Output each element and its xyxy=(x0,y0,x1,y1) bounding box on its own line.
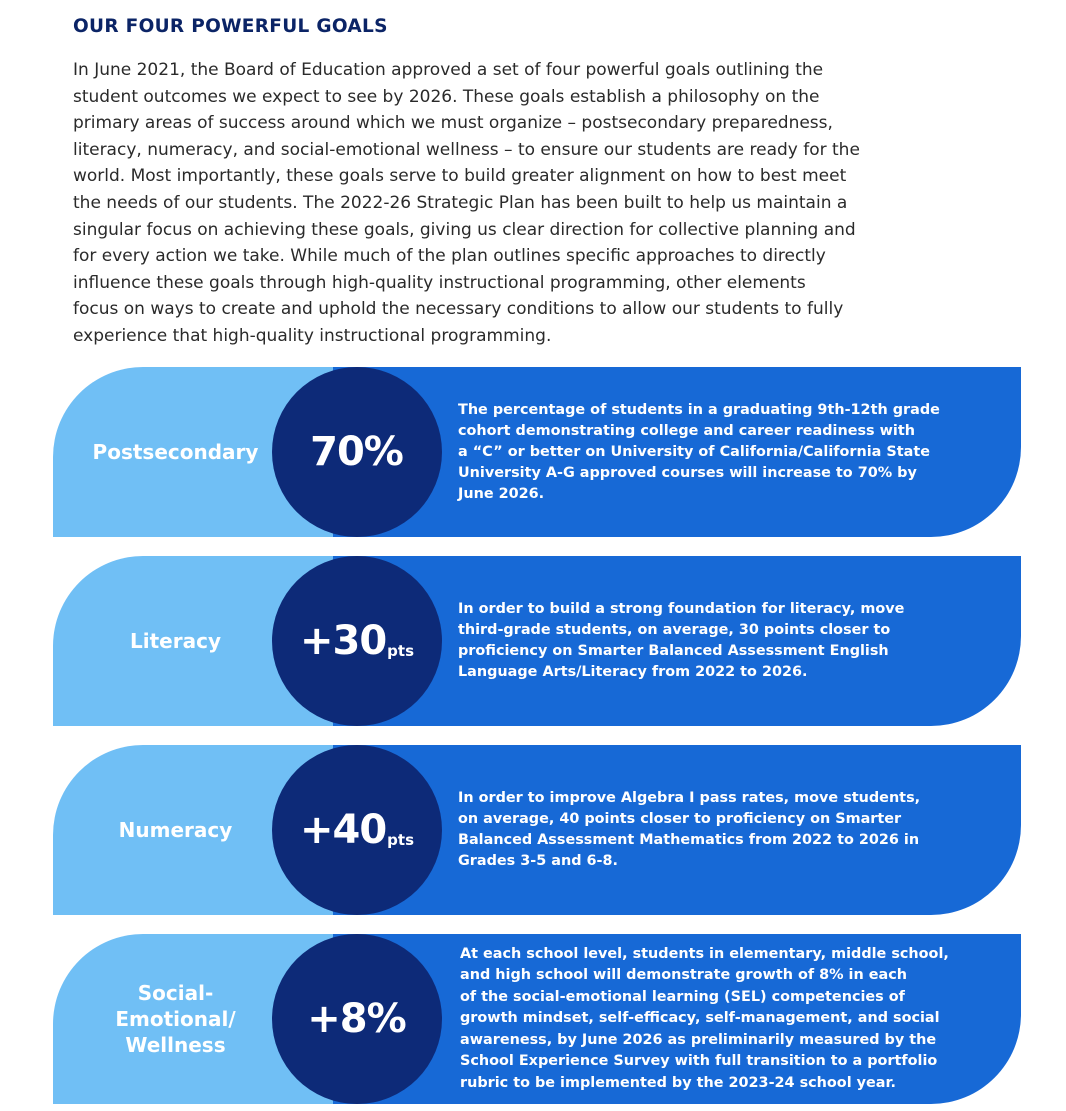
intro-line: student outcomes we expect to see by 2026. These goals establish a philosophy on the xyxy=(73,86,820,107)
goal-card-social-emotional-wellness xyxy=(53,934,1021,1104)
goal-description-line: The percentage of students in a graduating 9th-12th grade xyxy=(458,401,940,418)
goal-card-numeracy xyxy=(53,745,1021,915)
intro-line: influence these goals through high-quality instructional programming, other elements xyxy=(73,272,806,293)
goal-description-line: and high school will demonstrate growth of 8% in each xyxy=(460,967,907,984)
goal-label: Literacy xyxy=(130,629,221,653)
goal-description-line: Language Arts/Literacy from 2022 to 2026. xyxy=(458,664,808,680)
goal-description-line: of the social-emotional learning (SEL) competencies of xyxy=(460,988,905,1005)
goal-description-line: University A-G approved courses will increase to 70% by xyxy=(458,464,917,481)
goal-metric-value: 70% xyxy=(310,429,403,475)
goal-metric-circle xyxy=(272,934,442,1104)
goal-description-line: awareness, by June 2026 as preliminarily measured by the xyxy=(460,1031,937,1048)
goal-description-line: cohort demonstrating college and career readiness with xyxy=(458,422,915,439)
goal-description-line: June 2026. xyxy=(458,485,545,502)
goal-metric-value: +30 xyxy=(299,618,387,664)
goal-metric-suffix: pts xyxy=(387,642,415,660)
goal-metric-circle xyxy=(272,745,442,915)
goal-description-line: Balanced Assessment Mathematics from 2022 to 2026 in xyxy=(458,832,920,848)
intro-line: for every action we take. While much of the plan outlines specific approaches to directly xyxy=(73,246,826,267)
intro-line: In June 2021, the Board of Education approved a set of four powerful goals outlining the xyxy=(73,60,824,80)
goal-metric-value: +8% xyxy=(307,996,406,1042)
goal-description-line: In order to improve Algebra I pass rates, move students, xyxy=(458,790,921,806)
goal-description xyxy=(460,934,1015,1104)
goal-description-line: Grades 3-5 and 6-8. xyxy=(458,853,618,869)
goal-metric-circle xyxy=(272,367,442,537)
goal-description-line: At each school level, students in elementary, middle school, xyxy=(460,945,949,962)
intro-line: world. Most importantly, these goals serve to build greater alignment on how to best meet xyxy=(73,166,847,187)
intro-line: experience that high-quality instructional programming. xyxy=(73,325,552,346)
goal-description xyxy=(458,745,1013,915)
goal-label: Postsecondary xyxy=(92,440,259,464)
goal-metric-circle xyxy=(272,556,442,726)
goal-description-line: growth mindset, self-efficacy, self-management, and social xyxy=(460,1010,940,1027)
goal-description-line: proficiency on Smarter Balanced Assessment English xyxy=(458,643,889,659)
goal-description-line: rubric to be implemented by the 2023-24 school year. xyxy=(460,1074,896,1091)
goal-metric-value: +40 xyxy=(299,807,387,853)
goal-metric-suffix: pts xyxy=(387,831,415,849)
intro-paragraph xyxy=(73,57,978,350)
goal-description xyxy=(458,556,1013,726)
goal-card-postsecondary xyxy=(53,367,1021,537)
intro-line: literacy, numeracy, and social-emotional wellness – to ensure our students are ready for the xyxy=(73,139,860,160)
goal-label: Numeracy xyxy=(118,818,233,842)
intro-line: the needs of our students. The 2022-26 Strategic Plan has been built to help us maintain a xyxy=(73,192,848,213)
goal-description-line: School Experience Survey with full transition to a portfolio xyxy=(460,1053,938,1070)
intro-line: singular focus on achieving these goals, giving us clear direction for collective planning and xyxy=(73,219,856,240)
goal-label: Social- Emotional/ Wellness xyxy=(115,981,236,1057)
page-title: OUR FOUR POWERFUL GOALS xyxy=(73,16,388,37)
goal-description-line: a “C” or better on University of California/California State xyxy=(458,443,930,460)
goal-description xyxy=(458,367,1013,537)
goal-description-line: on average, 40 points closer to proficiency on Smarter xyxy=(458,811,902,827)
intro-line: primary areas of success around which we must organize – postsecondary preparedness, xyxy=(73,113,833,134)
goal-card-literacy xyxy=(53,556,1021,726)
intro-line: focus on ways to create and uphold the necessary conditions to allow our students to fully xyxy=(73,299,844,320)
goal-description-line: In order to build a strong foundation for literacy, move xyxy=(458,601,905,617)
goal-description-line: third-grade students, on average, 30 points closer to xyxy=(458,622,891,638)
